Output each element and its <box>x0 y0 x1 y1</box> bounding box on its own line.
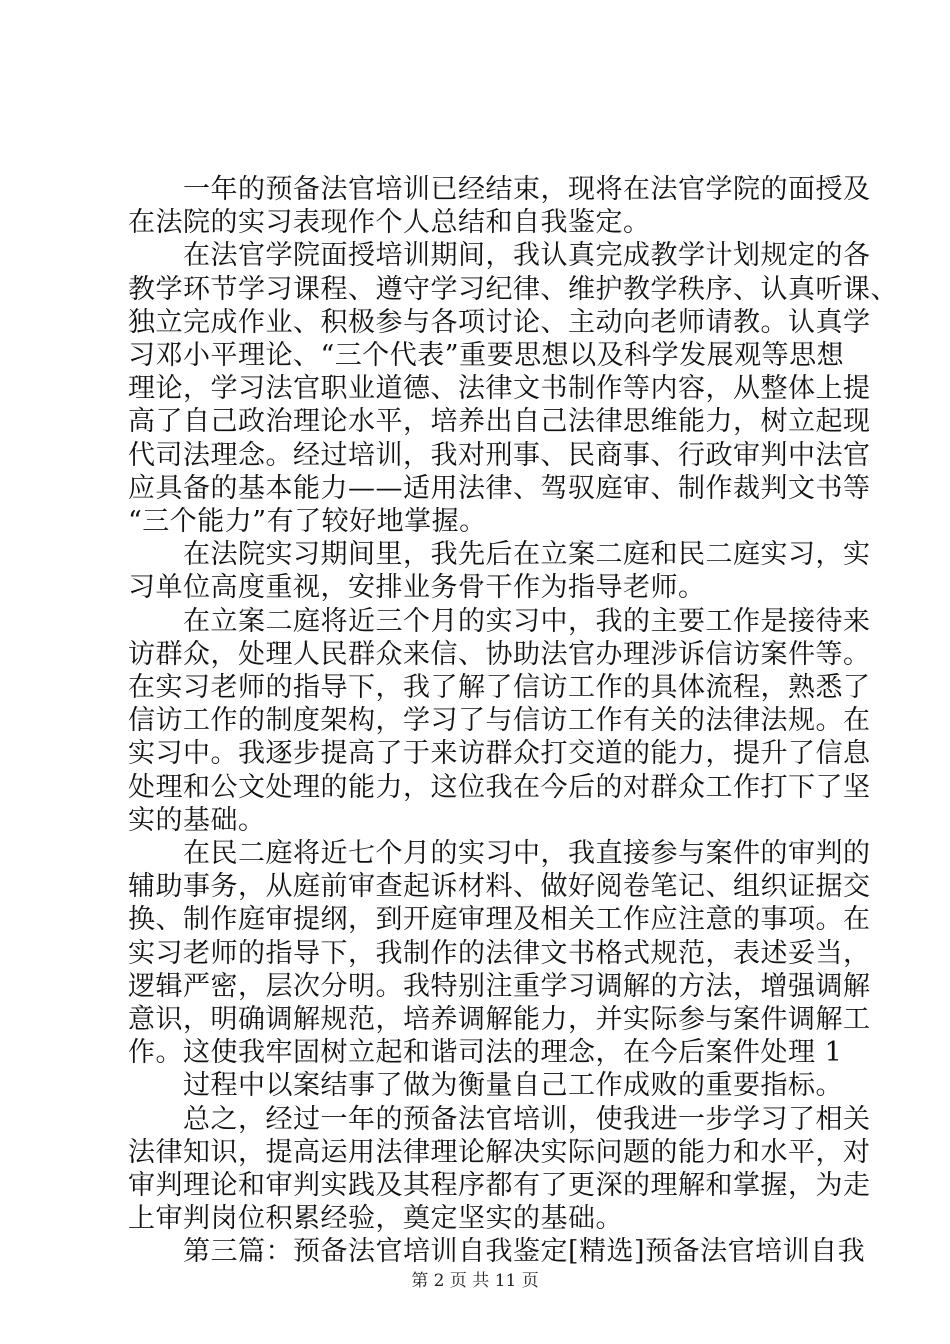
text-line: 信访工作的制度架构，学习了与信访工作有关的法律法规。在 <box>128 705 871 736</box>
text-line: 法律知识，提高运用法律理论解决实际问题的能力和水平，对 <box>128 1137 871 1168</box>
text-line: 换、制作庭审提纲，到开庭审理及相关工作应注意的事项。在 <box>128 904 871 935</box>
text-line: 处理和公文处理的能力，这位我在今后的对群众工作打下了坚 <box>128 772 871 803</box>
text-line: 审判理论和审判实践及其程序都有了更深的理解和掌握，为走 <box>128 1170 871 1201</box>
text-line: 教学环节学习课程、遵守学习纪律、维护教学秩序、认真听课、 <box>128 274 898 305</box>
text-line: 逻辑严密，层次分明。我特别注重学习调解的方法，增强调解 <box>128 971 871 1002</box>
text-line: 总之，经过一年的预备法官培训，使我进一步学习了相关 <box>183 1104 871 1135</box>
text-line: 代司法理念。经过培训，我对刑事、民商事、行政审判中法官 <box>128 440 871 471</box>
page-number-footer: 第 2 页 共 11 页 <box>411 1271 539 1291</box>
text-line: 习单位高度重视，安排业务骨干作为指导老师。 <box>128 572 706 603</box>
text-line: 第三篇：预备法官培训自我鉴定[精选]预备法官培训自我 <box>183 1236 866 1267</box>
text-line: 高了自己政治理论水平，培养出自己法律思维能力，树立起现 <box>128 406 871 437</box>
text-line: 辅助事务，从庭前审查起诉材料、做好阅卷笔记、组织证据交 <box>128 871 871 902</box>
text-line: 过程中以案结事了做为衡量自己工作成败的重要指标。 <box>183 1070 843 1101</box>
text-line: 在法院的实习表现作个人总结和自我鉴定。 <box>128 207 651 238</box>
text-line: 实习老师的指导下，我制作的法律文书格式规范，表述妥当， <box>128 938 871 969</box>
text-line: 习邓小平理论、“三个代表”重要思想以及科学发展观等思想 <box>128 340 845 371</box>
text-line: 应具备的基本能力——适用法律、驾驭庭审、制作裁判文书等 <box>128 473 871 504</box>
text-line: 在法院实习期间里，我先后在立案二庭和民二庭实习，实 <box>183 539 871 570</box>
text-line: “三个能力”有了较好地掌握。 <box>128 506 487 537</box>
text-line: 理论，学习法官职业道德、法律文书制作等内容，从整体上提 <box>128 373 871 404</box>
text-line: 上审判岗位积累经验，奠定坚实的基础。 <box>128 1203 623 1234</box>
text-line: 作。这使我牢固树立起和谐司法的理念，在今后案件处理 1 <box>128 1037 843 1068</box>
text-line: 在法官学院面授培训期间，我认真完成教学计划规定的各 <box>183 240 871 271</box>
text-line: 在实习老师的指导下，我了解了信访工作的具体流程，熟悉了 <box>128 672 871 703</box>
text-line: 实的基础。 <box>128 805 266 836</box>
text-line: 在民二庭将近七个月的实习中，我直接参与案件的审判的 <box>183 838 871 869</box>
text-line: 意识，明确调解规范，培养调解能力，并实际参与案件调解工 <box>128 1004 871 1035</box>
text-line: 在立案二庭将近三个月的实习中，我的主要工作是接待来 <box>183 606 871 637</box>
text-line: 实习中。我逐步提高了于来访群众打交道的能力，提升了信息 <box>128 738 871 769</box>
text-line: 一年的预备法官培训已经结束，现将在法官学院的面授及 <box>183 174 871 205</box>
text-line: 访群众，处理人民群众来信、协助法官办理涉诉信访案件等。 <box>128 639 871 670</box>
text-line: 独立完成作业、积极参与各项讨论、主动向老师请教。认真学 <box>128 307 871 338</box>
